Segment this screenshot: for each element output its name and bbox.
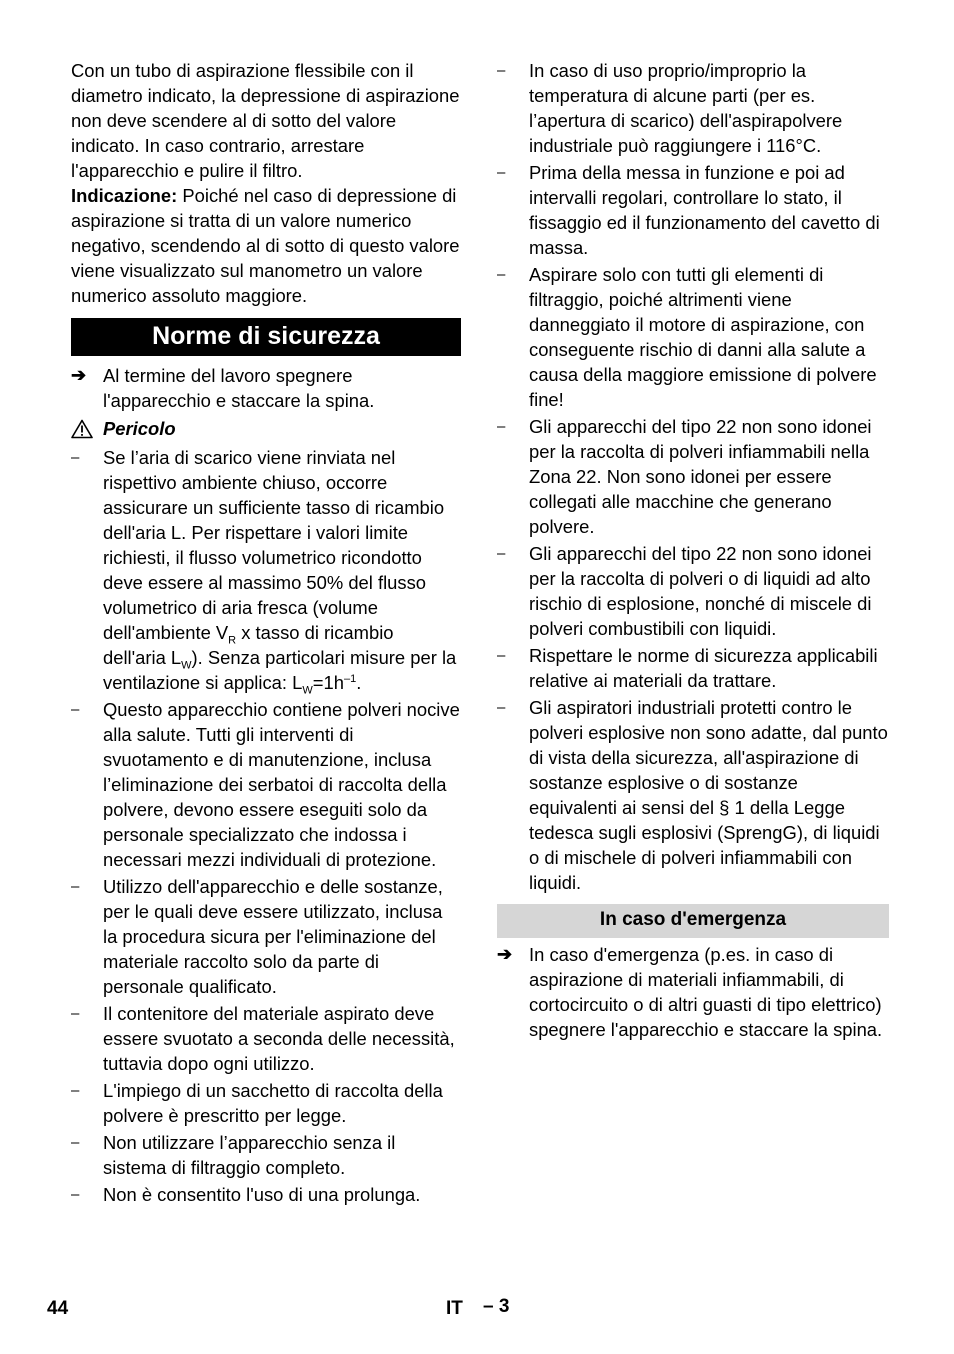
superscript: –1 (343, 672, 357, 685)
subsection-title: In caso d'emergenza (497, 904, 889, 938)
dash-bullet: – (497, 164, 506, 181)
item-text-part: ). Senza particolari misure per la ventilazione si applica: L (103, 647, 457, 693)
item-text: Gli aspiratori industriali protetti contro le polveri esplosive non sono adatte, dal punto di vista della sicurezza, all'aspirazione di sostanze esplosive o di sostanze equivalenti ai sensi del § 1 della Legge tedesca sugli esplosivi (SprengG), di liquidi o di mischele di polveri infiammabili con liquidi. (529, 697, 888, 893)
arrow-item-text: Al termine del lavoro spegnere l'apparecchio e staccare la spina. (103, 365, 375, 411)
item-text: L'impiego di un sacchetto di raccolta della polvere è prescritto per legge. (103, 1080, 443, 1126)
dash-list-item (71, 874, 461, 999)
dash-list-item (497, 643, 889, 693)
dash-bullet: – (71, 1186, 80, 1203)
right-column (497, 58, 889, 1044)
note-label: Indicazione: (71, 185, 178, 206)
dash-list-item (71, 697, 461, 872)
dash-bullet: – (497, 699, 506, 716)
dash-list-item (497, 160, 889, 260)
item-text: Prima della messa in funzione e poi ad intervalli regolari, controllare lo stato, il fissaggio ed il funzionamento del cavetto di massa. (529, 162, 880, 258)
dash-list-item (497, 58, 889, 158)
subscript: W (302, 684, 313, 697)
dash-bullet: – (497, 62, 506, 79)
item-text-part: . (356, 672, 362, 693)
item-text-part: x tasso di ricambio dell'aria L (103, 622, 394, 668)
item-text: In caso di uso proprio/improprio la temperatura di alcune parti (per es. l’apertura di scarico) dell'aspirapolvere industriale può raggiungere i 116°C. (529, 60, 843, 156)
dash-list-item (71, 1078, 461, 1128)
intro-paragraph: Con un tubo di aspirazione flessibile con il diametro indicato, la depressione di aspirazione non deve scendere al di sotto del valore indicato. In caso contrario, arrestare l'apparecchio e pulire il filtro. (71, 60, 460, 181)
item-text: Aspirare solo con tutti gli elementi di filtraggio, poiché altrimenti viene danneggiato il motore di aspirazione, con conseguente rischio di danni alla salute a causa della maggiore emissione di polvere fine! (529, 264, 877, 410)
dash-bullet: – (71, 1082, 80, 1099)
dash-bullet: – (497, 418, 506, 435)
dash-bullet: – (497, 647, 506, 664)
dash-list-item (497, 541, 889, 641)
dash-bullet: – (71, 1134, 80, 1151)
dash-list-item (71, 1001, 461, 1076)
dash-bullet: – (71, 449, 80, 466)
warning-triangle-icon (71, 419, 93, 439)
left-column (71, 58, 461, 1209)
dash-bullet: – (71, 1005, 80, 1022)
item-text-part: =1h (312, 672, 344, 693)
item-text: Gli apparecchi del tipo 22 non sono idonei per la raccolta di polveri infiammabili nella Zona 22. Non sono idonei per essere collegati alle macchine che generano polvere. (529, 416, 872, 537)
warning-label: Pericolo (103, 418, 176, 439)
language-code: IT (446, 1298, 463, 1319)
dash-bullet: – (497, 545, 506, 562)
dash-bullet: – (71, 701, 80, 718)
subscript: R (228, 634, 237, 647)
arrow-icon: ➔ (71, 365, 87, 385)
arrow-list-item (497, 942, 889, 1042)
dash-list-item (71, 1182, 461, 1207)
dash-bullet: – (71, 878, 80, 895)
arrow-list-item (71, 363, 461, 413)
item-text (103, 447, 457, 697)
dash-list-item (497, 262, 889, 412)
dash-list-item (497, 414, 889, 539)
item-text-part: Se l’aria di scarico viene rinviata nel rispettivo ambiente chiuso, occorre assicurare un sufficiente tasso di ricambio dell'aria L. Per rispettare i valori limite richiesti, il flusso volumetrico ricondotto deve essere al massimo 50% del flusso volumetrico di aria fresca (volume dell'ambiente V (103, 447, 445, 643)
dash-list-item (71, 445, 461, 695)
item-text: Non è consentito l'uso di una prolunga. (103, 1184, 421, 1205)
section-title: Norme di sicurezza (71, 318, 461, 356)
item-text: Il contenitore del materiale aspirato deve essere svuotato a seconda delle necessità, tuttavia dopo ogni utilizzo. (103, 1003, 455, 1074)
arrow-item-text: In caso d'emergenza (p.es. in caso di aspirazione di materiali infiammabili, di cortocircuito o di altri guasti di tipo elettrico) spegnere l'apparecchio e staccare la spina. (529, 944, 883, 1040)
item-text: Questo apparecchio contiene polveri nocive alla salute. Tutti gli interventi di svuotamento e di manutenzione, inclusa l’eliminazione dei serbatoi di raccolta della polvere, devono essere eseguiti solo da personale specializzato che indossa i necessari mezzi individuali di protezione. (103, 699, 460, 870)
subscript: W (181, 659, 192, 672)
dash-bullet: – (497, 266, 506, 283)
page-number: 44 (47, 1298, 69, 1319)
dash-list-item (71, 1130, 461, 1180)
item-text: Rispettare le norme di sicurezza applicabili relative ai materiali da trattare. (529, 645, 878, 691)
item-text: Non utilizzare l’apparecchio senza il sistema di filtraggio completo. (103, 1132, 396, 1178)
item-text: Gli apparecchi del tipo 22 non sono idonei per la raccolta di polveri o di liquidi ad alto rischio di esplosione, nonché di miscele di polveri combustibili con liquidi. (529, 543, 872, 639)
arrow-icon: ➔ (497, 944, 513, 964)
note-paragraph (71, 183, 461, 308)
item-text: Utilizzo dell'apparecchio e delle sostanze, per le quali deve essere utilizzato, inclusa la procedura sicura per l'eliminazione del materiale raccolto solo da parte di personale qualificato. (103, 876, 443, 997)
dash-list-item (497, 695, 889, 895)
section-number: – 3 (483, 1296, 510, 1317)
note-text: Poiché nel caso di depressione di aspirazione si tratta di un valore numerico negativo, scendendo al di sotto di questo valore viene visualizzato sul manometro un valore numerico assoluto maggiore. (71, 185, 460, 306)
warning-heading (71, 416, 461, 441)
